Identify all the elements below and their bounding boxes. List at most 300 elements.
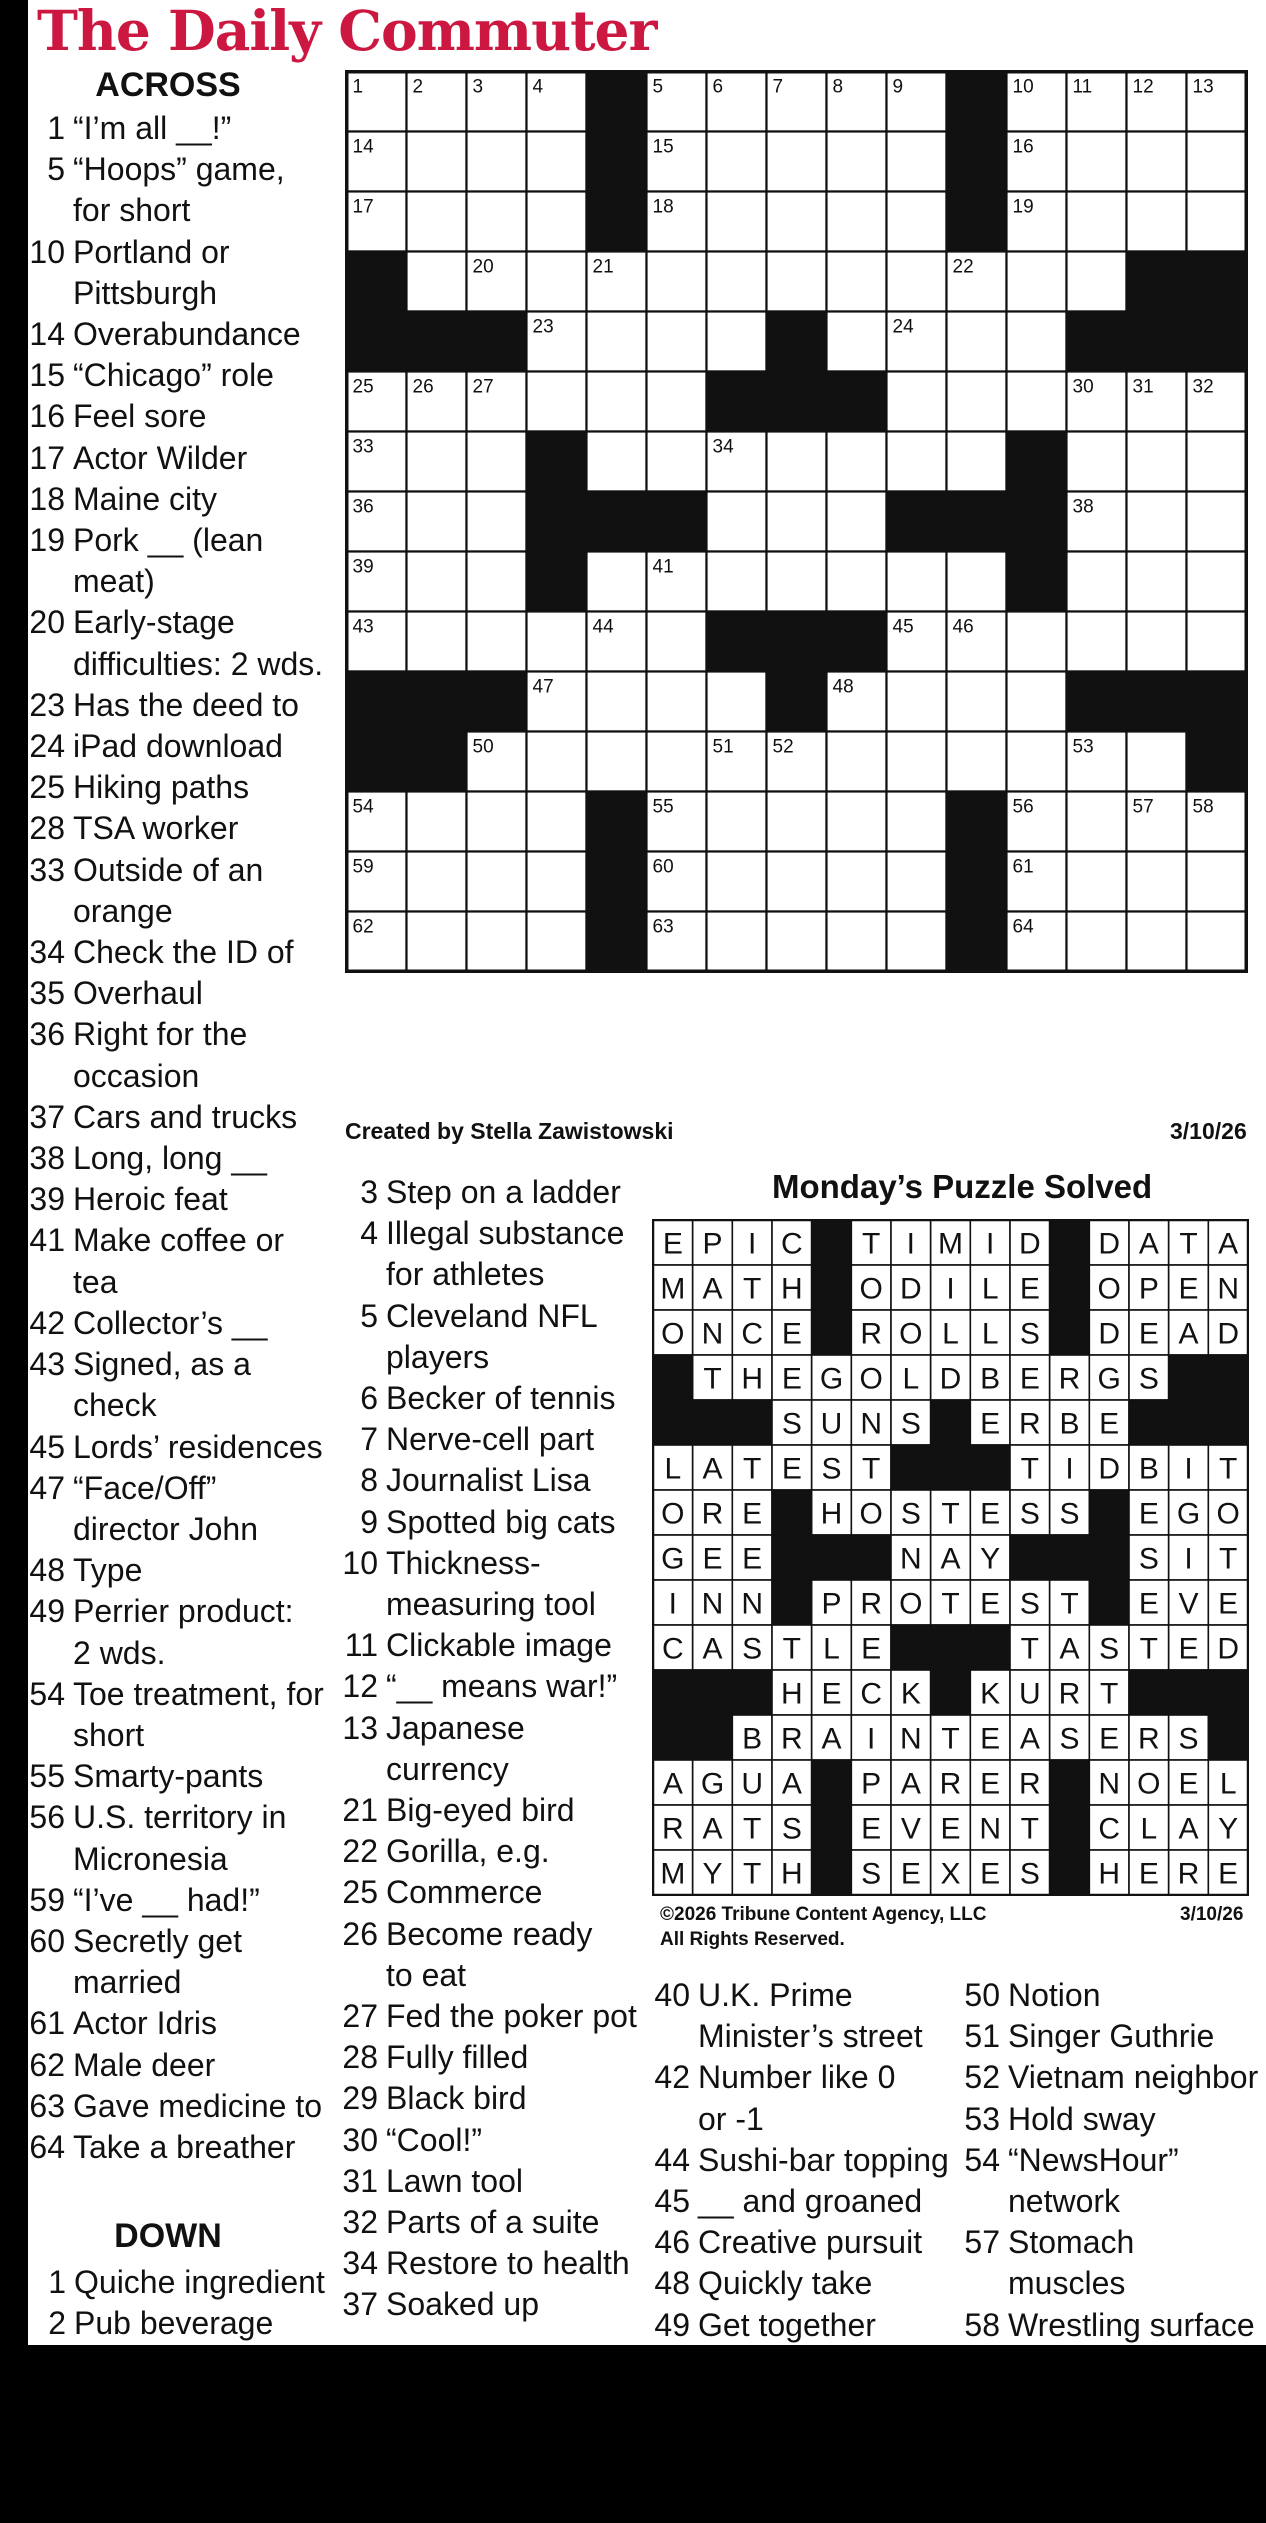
clue-text: Early-stage [73, 604, 235, 641]
grid-cell[interactable] [827, 732, 887, 792]
solved-letter: E [980, 1767, 1001, 1801]
solved-letter: O [899, 1317, 923, 1351]
clue-line [340, 1378, 640, 1419]
clue-number: 37 [29, 1098, 65, 1135]
grid-cell[interactable] [527, 132, 587, 192]
grid-number: 16 [1012, 136, 1034, 158]
solved-letter: A [662, 1767, 683, 1801]
grid-number: 18 [652, 196, 674, 218]
clue-text: “Face/Off” [73, 1469, 217, 1506]
clue-line [340, 1872, 640, 1913]
grid-cell[interactable] [947, 432, 1007, 492]
grid-cell[interactable] [1187, 192, 1247, 252]
clue-line [28, 273, 333, 314]
grid-cell[interactable] [707, 912, 767, 972]
grid-cell[interactable] [467, 492, 527, 552]
grid-cell[interactable] [527, 252, 587, 312]
clue-text: “I’m all __!” [73, 110, 232, 146]
grid-cell[interactable] [1067, 912, 1127, 972]
solved-block [1208, 1355, 1248, 1400]
solved-letter: S [861, 1857, 882, 1891]
grid-cell[interactable] [407, 612, 467, 672]
clue-text: Get together [698, 2306, 876, 2343]
grid-cell[interactable] [1127, 552, 1187, 612]
grid-cell[interactable] [587, 672, 647, 732]
clue-text: Check the ID of [73, 934, 294, 971]
solved-block [1089, 1490, 1129, 1535]
grid-cell[interactable] [1127, 852, 1187, 912]
grid-block [827, 612, 887, 672]
grid-cell[interactable] [467, 612, 527, 672]
clue-text: Lawn tool [386, 2162, 523, 2199]
solved-letter: A [702, 1632, 723, 1666]
clue-line [340, 1996, 640, 2037]
grid-cell[interactable] [707, 132, 767, 192]
clue-line [962, 2016, 1262, 2057]
solved-letter: D [1217, 1632, 1240, 1666]
grid-number: 43 [352, 616, 374, 638]
clue-line [652, 2140, 952, 2181]
clue-line [28, 520, 333, 561]
solved-block [1050, 1310, 1090, 1355]
clue-line [28, 2045, 333, 2086]
grid-cell[interactable] [1007, 732, 1067, 792]
grid-cell[interactable] [467, 192, 527, 252]
grid-cell[interactable] [407, 432, 467, 492]
grid-cell[interactable] [827, 312, 887, 372]
clue-number: 43 [29, 1346, 65, 1383]
solved-letter: I [866, 1722, 876, 1756]
solved-letter: E [1218, 1857, 1239, 1891]
grid-cell[interactable] [1067, 612, 1127, 672]
grid-block [947, 852, 1007, 912]
grid-cell[interactable] [1007, 372, 1067, 432]
clue-text: Journalist Lisa [386, 1462, 591, 1499]
grid-cell[interactable] [1187, 852, 1247, 912]
clue-line [340, 2037, 640, 2078]
grid-cell[interactable] [827, 132, 887, 192]
clue-number [28, 561, 73, 602]
solved-block [812, 1535, 852, 1580]
clue-text: Collector’s __ [73, 1304, 268, 1341]
grid-number: 34 [712, 436, 734, 458]
grid-cell[interactable] [947, 552, 1007, 612]
clue-number: 21 [342, 1792, 378, 1829]
grid-cell[interactable] [887, 552, 947, 612]
grid-cell[interactable] [767, 192, 827, 252]
solved-letter: E [980, 1722, 1001, 1756]
grid-cell[interactable] [827, 252, 887, 312]
solved-letter: O [661, 1317, 685, 1351]
clue-line [340, 2161, 640, 2202]
grid-cell[interactable] [707, 852, 767, 912]
grid-cell[interactable] [647, 372, 707, 432]
clue-line [340, 2202, 640, 2243]
clue-number: 42 [29, 1304, 65, 1341]
grid-number: 48 [832, 676, 854, 698]
clue-text: Gave medicine to [73, 2087, 323, 2124]
solved-letter: L [664, 1452, 682, 1486]
clue-line [962, 2222, 1262, 2263]
grid-cell[interactable] [767, 552, 827, 612]
grid-cell[interactable] [887, 252, 947, 312]
grid-cell[interactable] [1067, 552, 1127, 612]
grid-block [347, 252, 407, 312]
solved-letter: K [980, 1677, 1001, 1711]
clue-line [652, 2263, 952, 2304]
grid-cell[interactable] [767, 912, 827, 972]
clue-text: for athletes [386, 1256, 545, 1293]
clue-number: 14 [29, 316, 65, 353]
clue-line [28, 1550, 333, 1591]
clue-number: 26 [342, 1915, 378, 1952]
grid-cell[interactable] [1007, 612, 1067, 672]
grid-number: 57 [1132, 796, 1154, 818]
puzzle-date: 3/10/26 [1170, 1118, 1247, 1144]
grid-cell[interactable] [467, 792, 527, 852]
grid-cell[interactable] [1067, 432, 1127, 492]
grid-cell[interactable] [827, 432, 887, 492]
grid-cell[interactable] [827, 912, 887, 972]
grid-cell[interactable] [947, 732, 1007, 792]
clue-number: 15 [29, 357, 65, 394]
solved-letter: N [741, 1587, 764, 1621]
copyright-date: 3/10/26 [1180, 1904, 1244, 1925]
grid-block [587, 852, 647, 912]
grid-cell[interactable] [467, 912, 527, 972]
grid-cell[interactable] [647, 252, 707, 312]
grid-cell[interactable] [407, 912, 467, 972]
clue-text: Take a breather [73, 2128, 296, 2165]
solved-block [1208, 1400, 1248, 1445]
solved-block [812, 1760, 852, 1805]
grid-cell[interactable] [1187, 492, 1247, 552]
clue-number: 54 [29, 1675, 65, 1712]
grid-cell[interactable] [1127, 192, 1187, 252]
grid-cell[interactable] [1187, 132, 1247, 192]
clue-number [28, 1262, 73, 1303]
grid-cell[interactable] [767, 852, 827, 912]
grid-cell[interactable] [647, 672, 707, 732]
clue-text: Minister’s street [698, 2018, 923, 2055]
clue-text: Maine city [73, 480, 218, 517]
clue-number: 29 [342, 2080, 378, 2117]
grid-cell[interactable] [887, 792, 947, 852]
clue-text: U.K. Prime [698, 1977, 853, 2013]
grid-cell[interactable] [1187, 912, 1247, 972]
grid-cell[interactable] [947, 672, 1007, 732]
solved-letter: E [1178, 1272, 1199, 1306]
clue-line [28, 808, 333, 849]
clue-text: Creative pursuit [698, 2224, 923, 2261]
grid-block [407, 312, 467, 372]
grid-cell[interactable] [707, 792, 767, 852]
solved-letter: S [1059, 1497, 1080, 1531]
grid-cell[interactable] [527, 732, 587, 792]
grid-number: 45 [892, 616, 914, 638]
grid-cell[interactable] [587, 312, 647, 372]
clue-number: 28 [342, 2039, 378, 2076]
grid-cell[interactable] [527, 372, 587, 432]
grid-cell[interactable] [467, 132, 527, 192]
clue-text: check [73, 1387, 157, 1424]
grid-block [767, 312, 827, 372]
clue-line [28, 1591, 333, 1632]
clue-number: 10 [29, 233, 65, 270]
grid-cell[interactable] [707, 552, 767, 612]
grid-cell[interactable] [1187, 552, 1247, 612]
grid-cell[interactable] [887, 372, 947, 432]
clue-line [28, 2086, 333, 2127]
grid-number: 6 [712, 76, 724, 98]
solved-letter: E [980, 1497, 1001, 1531]
grid-cell[interactable] [647, 312, 707, 372]
solved-letter: I [946, 1272, 955, 1306]
grid-cell[interactable] [1007, 252, 1067, 312]
grid-cell[interactable] [467, 852, 527, 912]
grid-cell[interactable] [887, 912, 947, 972]
clue-text: meat) [73, 563, 155, 600]
grid-cell[interactable] [407, 132, 467, 192]
grid-cell[interactable] [707, 672, 767, 732]
clue-number: 49 [654, 2306, 690, 2343]
solved-block [653, 1670, 693, 1715]
clue-line [28, 314, 333, 355]
grid-cell[interactable] [1187, 612, 1247, 672]
solved-letter: O [899, 1587, 923, 1621]
solved-letter: S [900, 1407, 921, 1441]
grid-cell[interactable] [407, 852, 467, 912]
solved-letter: S [1019, 1317, 1040, 1351]
solved-letter: T [862, 1227, 881, 1261]
clue-line [28, 479, 333, 520]
clue-text: Toe treatment, for [73, 1675, 324, 1712]
grid-cell[interactable] [587, 732, 647, 792]
grid-cell[interactable] [827, 492, 887, 552]
clue-line [28, 561, 333, 602]
solved-letter: S [1099, 1632, 1120, 1666]
clue-text: Perrier product: [73, 1593, 294, 1630]
grid-cell[interactable] [887, 732, 947, 792]
clue-line [652, 2305, 952, 2346]
grid-cell[interactable] [707, 492, 767, 552]
copyright-line-2: All Rights Reserved. [660, 1929, 845, 1950]
grid-cell[interactable] [827, 852, 887, 912]
grid-number: 22 [952, 256, 974, 278]
grid-cell[interactable] [587, 552, 647, 612]
clue-text: players [386, 1338, 490, 1375]
grid-cell[interactable] [1007, 312, 1067, 372]
solved-letter: D [899, 1272, 922, 1306]
clue-number [340, 1254, 386, 1295]
grid-cell[interactable] [1067, 192, 1127, 252]
solved-letter: L [823, 1632, 840, 1666]
grid-cell[interactable] [887, 132, 947, 192]
clue-line [28, 1220, 333, 1261]
clue-line [28, 1427, 333, 1468]
solved-letter: O [1097, 1272, 1121, 1306]
solved-letter: L [902, 1362, 920, 1396]
grid-number: 11 [1072, 76, 1093, 98]
solved-letter: P [821, 1587, 842, 1621]
clue-number: 62 [29, 2046, 65, 2083]
grid-number: 38 [1072, 496, 1094, 518]
clue-number: 60 [29, 1922, 65, 1959]
grid-cell[interactable] [1127, 132, 1187, 192]
grid-number: 14 [352, 136, 374, 158]
grid-cell[interactable] [467, 552, 527, 612]
clue-number: 47 [29, 1469, 65, 1506]
crossword-grid[interactable] [345, 70, 1248, 973]
solved-letter: U [741, 1767, 764, 1801]
grid-cell[interactable] [527, 192, 587, 252]
grid-number: 24 [892, 316, 914, 338]
clue-number: 63 [29, 2087, 65, 2124]
grid-block [947, 492, 1007, 552]
grid-cell[interactable] [827, 192, 887, 252]
grid-cell[interactable] [527, 912, 587, 972]
grid-cell[interactable] [1127, 612, 1187, 672]
grid-cell[interactable] [767, 792, 827, 852]
clue-text: measuring tool [386, 1586, 596, 1623]
clue-text: Japanese [386, 1709, 525, 1746]
solved-letter: A [900, 1767, 921, 1801]
grid-block [947, 912, 1007, 972]
grid-cell[interactable] [887, 192, 947, 252]
grid-cell[interactable] [947, 372, 1007, 432]
grid-cell[interactable] [527, 612, 587, 672]
solved-letter: T [743, 1812, 762, 1846]
grid-cell[interactable] [647, 432, 707, 492]
solved-letter: O [859, 1362, 883, 1396]
grid-cell[interactable] [1067, 852, 1127, 912]
solved-block [1169, 1355, 1209, 1400]
clue-text: Pub beverage [74, 2305, 274, 2342]
grid-cell[interactable] [587, 372, 647, 432]
grid-number: 60 [652, 856, 674, 878]
grid-cell[interactable] [767, 252, 827, 312]
clue-number [28, 1509, 73, 1550]
grid-number: 19 [1012, 196, 1034, 218]
solved-letter: E [861, 1632, 882, 1666]
solved-letter: E [742, 1497, 763, 1531]
clue-line [28, 602, 333, 643]
solved-letter: A [1178, 1812, 1199, 1846]
grid-cell[interactable] [767, 492, 827, 552]
solved-letter: E [821, 1677, 842, 1711]
grid-number: 58 [1192, 796, 1214, 818]
grid-block [587, 912, 647, 972]
clue-text: Pittsburgh [73, 274, 218, 311]
grid-cell[interactable] [887, 432, 947, 492]
clue-number: 30 [342, 2121, 378, 2158]
solved-block [931, 1445, 971, 1490]
grid-cell[interactable] [1067, 252, 1127, 312]
grid-number: 28 [772, 376, 794, 398]
grid-number: 64 [1012, 916, 1034, 938]
solved-letter: M [938, 1227, 963, 1261]
clue-text: Fully filled [386, 2039, 529, 2076]
grid-cell[interactable] [1127, 432, 1187, 492]
solved-letter: D [939, 1362, 962, 1396]
grid-cell[interactable] [827, 552, 887, 612]
solved-letter: I [985, 1227, 995, 1261]
grid-number: 3 [472, 76, 484, 98]
clue-number: 58 [964, 2306, 1000, 2343]
grid-cell[interactable] [1007, 672, 1067, 732]
solved-letter: H [780, 1857, 803, 1891]
clue-text: tea [73, 1263, 118, 1300]
clue-text: Lords’ residences [73, 1428, 323, 1465]
clue-text: Clickable image [386, 1627, 612, 1664]
grid-number: 25 [352, 376, 374, 398]
grid-cell[interactable] [707, 192, 767, 252]
clue-number: 1 [47, 110, 65, 146]
solved-letter: O [1137, 1767, 1161, 1801]
grid-cell[interactable] [1067, 132, 1127, 192]
grid-cell[interactable] [467, 432, 527, 492]
grid-cell[interactable] [707, 312, 767, 372]
clue-line [28, 932, 333, 973]
grid-cell[interactable] [527, 852, 587, 912]
clue-line [28, 1880, 333, 1921]
grid-block [887, 492, 947, 552]
clue-text: Make coffee or [73, 1222, 285, 1259]
grid-cell[interactable] [707, 252, 767, 312]
solved-letter: V [1178, 1587, 1199, 1621]
grid-cell[interactable] [1187, 432, 1247, 492]
solved-letter: E [1218, 1587, 1239, 1621]
grid-number: 27 [472, 376, 494, 398]
clue-line [340, 1502, 640, 1543]
grid-cell[interactable] [1127, 732, 1187, 792]
clue-line [28, 1014, 333, 1055]
solved-letter: A [1218, 1227, 1239, 1261]
grid-cell[interactable] [1127, 912, 1187, 972]
clue-line [340, 1914, 640, 1955]
clue-line [28, 438, 333, 479]
solved-letter: O [859, 1497, 883, 1531]
grid-cell[interactable] [527, 792, 587, 852]
solved-letter: D [1098, 1317, 1121, 1351]
grid-number: 10 [1012, 76, 1034, 98]
clue-text: Number like 0 [698, 2059, 896, 2096]
grid-cell[interactable] [647, 732, 707, 792]
grid-cell[interactable] [407, 492, 467, 552]
solved-letter: N [1217, 1272, 1240, 1306]
clue-line [28, 1468, 333, 1509]
grid-cell[interactable] [407, 792, 467, 852]
grid-cell[interactable] [407, 552, 467, 612]
solved-letter: A [1178, 1317, 1199, 1351]
grid-cell[interactable] [767, 432, 827, 492]
grid-cell[interactable] [947, 312, 1007, 372]
grid-cell[interactable] [887, 852, 947, 912]
clue-line [28, 355, 333, 396]
grid-cell[interactable] [827, 792, 887, 852]
clue-text: Micronesia [73, 1840, 228, 1877]
grid-cell[interactable] [407, 252, 467, 312]
grid-cell[interactable] [1067, 792, 1127, 852]
grid-cell[interactable] [767, 132, 827, 192]
solved-letter: Y [702, 1857, 723, 1891]
grid-cell[interactable] [647, 612, 707, 672]
grid-cell[interactable] [587, 432, 647, 492]
grid-cell[interactable] [407, 192, 467, 252]
solved-letter: R [661, 1812, 684, 1846]
grid-cell[interactable] [887, 672, 947, 732]
grid-cell[interactable] [1127, 492, 1187, 552]
